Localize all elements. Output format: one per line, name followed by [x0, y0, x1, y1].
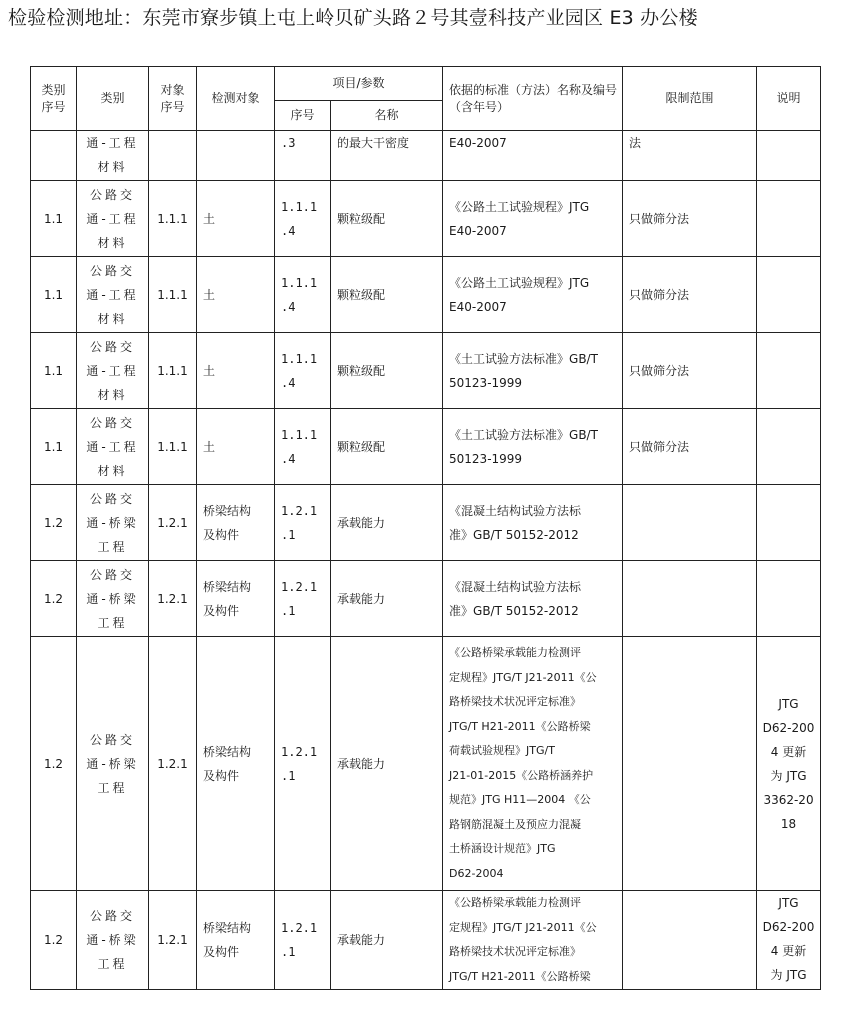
header-item-name: 名称: [331, 101, 443, 131]
cell-standard: 《土工试验方法标准》GB/T 50123-1999: [443, 333, 623, 409]
accreditation-table: [30, 66, 821, 990]
table-row: [31, 485, 821, 561]
table-body: [31, 67, 821, 990]
cell-cat: 公路交 通-工程 材料: [77, 257, 149, 333]
cell-obj-no: 1.2.1: [149, 891, 197, 990]
cell-item-name: 颗粒级配: [331, 333, 443, 409]
table-row: [31, 891, 821, 990]
cell-limit: [623, 637, 757, 891]
cell-cat-no: 1.1: [31, 181, 77, 257]
cell-item-name: 颗粒级配: [331, 409, 443, 485]
cell-standard: 《混凝土结构试验方法标 准》GB/T 50152-2012: [443, 561, 623, 637]
cell-obj-no: 1.1.1: [149, 181, 197, 257]
cell-standard: 《公路桥梁承载能力检测评 定规程》JTG/T J21-2011《公 路桥梁技术状况评定标准》 JTG/T H21-2011《公路桥梁: [443, 891, 623, 990]
cell-item-name: 的最大干密度: [331, 131, 443, 181]
cell-limit: 只做筛分法: [623, 409, 757, 485]
cell-cat-no: 1.1: [31, 409, 77, 485]
cell-item-name: 承载能力: [331, 891, 443, 990]
table-row: [31, 333, 821, 409]
cell-cat: 公路交 通-桥梁 工程: [77, 891, 149, 990]
cell-cat-no: 1.1: [31, 257, 77, 333]
cell-note: [757, 257, 821, 333]
cell-limit: [623, 891, 757, 990]
cell-cat-no: 1.2: [31, 485, 77, 561]
cell-cat: 公路交 通-桥梁 工程: [77, 637, 149, 891]
cell-note: [757, 409, 821, 485]
cell-standard: E40-2007: [443, 131, 623, 181]
cell-item-name: 承载能力: [331, 561, 443, 637]
header-row: [31, 67, 821, 101]
cell-cat-no: 1.1: [31, 333, 77, 409]
cell-item-name: 承载能力: [331, 485, 443, 561]
cell-item-name: 颗粒级配: [331, 181, 443, 257]
cell-cat: 公路交 通-工程 材料: [77, 409, 149, 485]
cell-item-no: 1.2.1 .1: [275, 561, 331, 637]
header-standard: 依据的标准（方法）名称及编号（含年号）: [443, 67, 623, 131]
cell-obj-no: 1.1.1: [149, 257, 197, 333]
cell-cat: 通-工程 材料: [77, 131, 149, 181]
cell-note: [757, 561, 821, 637]
header-item-no: 序号: [275, 101, 331, 131]
table-row: [31, 409, 821, 485]
header-obj: 检测对象: [197, 67, 275, 131]
cell-obj: 土: [197, 257, 275, 333]
cell-cat: 公路交 通-桥梁 工程: [77, 561, 149, 637]
cell-limit: 只做筛分法: [623, 181, 757, 257]
cell-obj: 桥梁结构 及构件: [197, 485, 275, 561]
table-row: [31, 257, 821, 333]
cell-standard: 《土工试验方法标准》GB/T 50123-1999: [443, 409, 623, 485]
header-cat: 类别: [77, 67, 149, 131]
cell-obj: 土: [197, 333, 275, 409]
cell-obj-no: 1.2.1: [149, 485, 197, 561]
cell-standard: 《公路土工试验规程》JTG E40-2007: [443, 257, 623, 333]
cell-obj-no: 1.1.1: [149, 333, 197, 409]
cell-cat: 公路交 通-工程 材料: [77, 333, 149, 409]
cell-cat: 公路交 通-工程 材料: [77, 181, 149, 257]
cell-note: JTG D62-200 4 更新 为 JTG 3362-20 18: [757, 637, 821, 891]
cell-obj-no: 1.2.1: [149, 561, 197, 637]
cell-item-no: 1.2.1 .1: [275, 485, 331, 561]
cell-item-no: 1.2.1 .1: [275, 891, 331, 990]
cell-obj-no: [149, 131, 197, 181]
cell-item-no: 1.1.1 .4: [275, 181, 331, 257]
header-note: 说明: [757, 67, 821, 131]
cell-obj: 土: [197, 181, 275, 257]
lab-address: 检验检测地址：东莞市寮步镇上屯上岭贝矿头路２号其壹科技产业园区 E3 办公楼: [8, 7, 698, 29]
header-limit: 限制范围: [623, 67, 757, 131]
cell-obj: 桥梁结构 及构件: [197, 637, 275, 891]
cell-limit: 只做筛分法: [623, 257, 757, 333]
table-row: [31, 131, 821, 181]
cell-limit: [623, 485, 757, 561]
table-row: [31, 637, 821, 891]
cell-cat-no: [31, 131, 77, 181]
cell-obj-no: 1.2.1: [149, 637, 197, 891]
cell-item-no: .3: [275, 131, 331, 181]
header-cat-no: 类别 序号: [31, 67, 77, 131]
cell-limit: 法: [623, 131, 757, 181]
cell-obj: 桥梁结构 及构件: [197, 891, 275, 990]
cell-item-no: 1.2.1 .1: [275, 637, 331, 891]
cell-item-name: 颗粒级配: [331, 257, 443, 333]
cell-item-no: 1.1.1 .4: [275, 257, 331, 333]
header-item-group: 项目/参数: [275, 67, 443, 101]
cell-note: [757, 131, 821, 181]
header-obj-no: 对象 序号: [149, 67, 197, 131]
cell-obj: 土: [197, 409, 275, 485]
cell-item-no: 1.1.1 .4: [275, 333, 331, 409]
cell-note: [757, 485, 821, 561]
cell-obj: [197, 131, 275, 181]
cell-cat-no: 1.2: [31, 561, 77, 637]
table-row: [31, 561, 821, 637]
cell-limit: [623, 561, 757, 637]
cell-cat-no: 1.2: [31, 891, 77, 990]
cell-cat: 公路交 通-桥梁 工程: [77, 485, 149, 561]
cell-limit: 只做筛分法: [623, 333, 757, 409]
cell-note: [757, 333, 821, 409]
cell-item-no: 1.1.1 .4: [275, 409, 331, 485]
cell-standard: 《公路桥梁承载能力检测评 定规程》JTG/T J21-2011《公 路桥梁技术状况评定标准》 JTG/T H21-2011《公路桥梁 荷载试验规程》JTG/T J21-01-2015《公路桥涵养护 规范》JTG H11—2004 《公 路钢筋混凝土及预应力混凝 土桥涵设计规范》JTG D62-2004: [443, 637, 623, 891]
cell-obj: 桥梁结构 及构件: [197, 561, 275, 637]
cell-standard: 《混凝土结构试验方法标 准》GB/T 50152-2012: [443, 485, 623, 561]
table-row: [31, 181, 821, 257]
cell-note: JTG D62-200 4 更新 为 JTG: [757, 891, 821, 990]
cell-standard: 《公路土工试验规程》JTG E40-2007: [443, 181, 623, 257]
cell-note: [757, 181, 821, 257]
cell-item-name: 承载能力: [331, 637, 443, 891]
cell-cat-no: 1.2: [31, 637, 77, 891]
cell-obj-no: 1.1.1: [149, 409, 197, 485]
